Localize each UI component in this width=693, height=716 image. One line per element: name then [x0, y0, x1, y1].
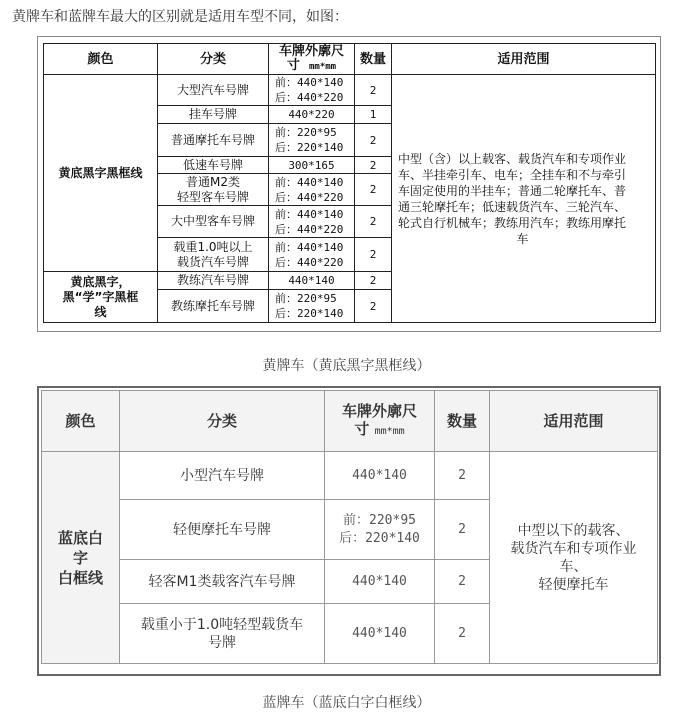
category-cell: 轻便摩托车号牌: [120, 500, 325, 560]
count-cell: 2: [355, 174, 392, 206]
count-cell: 1: [355, 106, 392, 124]
size-cell: 440*140: [269, 272, 355, 290]
size-cell: 前：220*95 后：220*140: [269, 124, 355, 157]
size-cell: 前：440*140 后：440*220: [269, 238, 355, 272]
header-row: [42, 391, 658, 452]
blue-table-caption: 蓝牌车（蓝底白字白框线）: [262, 695, 431, 711]
header-scope: 适用范围: [490, 391, 658, 452]
header-size-title: 车牌外廓尺: [278, 43, 344, 59]
size-cell: 440*140: [325, 452, 435, 500]
size-cell: 前：220*95 后：220*140: [269, 290, 355, 323]
table-row: [42, 452, 658, 500]
category-cell: 低速车号牌: [158, 157, 269, 174]
header-count: 数量: [355, 44, 392, 75]
table-row: [44, 75, 656, 106]
yellow-table-caption: 黄牌车（黄底黑字黑框线）: [262, 358, 431, 374]
category-cell: 轻客M1类载客汽车号牌: [120, 560, 325, 604]
category-cell: 大中型客车号牌: [158, 206, 269, 238]
size-cell: 前：220*95 后：220*140: [325, 500, 435, 560]
count-cell: 2: [355, 157, 392, 174]
header-count: 数量: [435, 391, 490, 452]
header-category: 分类: [120, 391, 325, 452]
scope-cell: 中型（含）以上载客、载货汽车和专项作业 车、半挂牵引车、电车；全挂车和不与牵引 车固定使用的半挂车；普通二轮摩托车、普 通三轮摩托车；低速载货汽车、三轮汽车、 轮式自行机械车；教练用汽车；教练用摩托 车: [392, 75, 656, 323]
size-cell: 前：440*140 后：440*220: [269, 174, 355, 206]
category-cell: 载重1.0吨以上 载货汽车号牌: [158, 238, 269, 272]
header-size: [325, 391, 435, 452]
header-row: [44, 44, 656, 75]
category-cell: 教练汽车号牌: [158, 272, 269, 290]
category-cell: 载重小于1.0吨轻型载货车 号牌: [120, 604, 325, 664]
header-color: 颜色: [42, 391, 120, 452]
count-cell: 2: [355, 75, 392, 106]
size-cell: 440*140: [325, 604, 435, 664]
count-cell: 2: [355, 272, 392, 290]
count-cell: 2: [355, 206, 392, 238]
color-cell: 蓝底白 字 白框线: [42, 452, 120, 664]
size-cell: 440*140: [325, 560, 435, 604]
category-cell: 普通M2类 轻型客车号牌: [158, 174, 269, 206]
category-cell: 大型汽车号牌: [158, 75, 269, 106]
color-group-cell: 黄底黑字黑框线: [44, 75, 158, 272]
header-color: 颜色: [44, 44, 158, 75]
category-cell: 小型汽车号牌: [120, 452, 325, 500]
scope-cell: 中型以下的载客、 载货汽车和专项作业 车、 轻便摩托车: [490, 452, 658, 664]
header-size-unit-line: 寸 mm*mm: [354, 419, 405, 438]
size-cell: 前：440*140 后：440*220: [269, 206, 355, 238]
size-cell: 440*220: [269, 106, 355, 124]
header-size: [269, 44, 355, 75]
count-cell: 2: [435, 500, 490, 560]
category-cell: 挂车号牌: [158, 106, 269, 124]
count-cell: 2: [435, 452, 490, 500]
size-cell: 前：440*140 后：440*220: [269, 75, 355, 106]
blue-plate-table: [41, 390, 658, 664]
yellow-plate-table: [43, 43, 656, 323]
category-cell: 普通摩托车号牌: [158, 124, 269, 157]
color-group-cell: 黄底黑字， 黑“学”字黑框 线: [44, 272, 158, 323]
count-cell: 2: [355, 238, 392, 272]
intro-text: 黄牌车和蓝牌车最大的区别就是适用车型不同，如图：: [12, 9, 348, 25]
header-category: 分类: [158, 44, 269, 75]
count-cell: 2: [355, 290, 392, 323]
count-cell: 2: [435, 560, 490, 604]
size-cell: 300*165: [269, 157, 355, 174]
header-size-title: 车牌外廓尺: [341, 401, 417, 420]
header-size-unit-line: 寸 mm*mm: [286, 57, 337, 73]
count-cell: 2: [355, 124, 392, 157]
category-cell: 教练摩托车号牌: [158, 290, 269, 323]
header-scope: 适用范围: [392, 44, 656, 75]
count-cell: 2: [435, 604, 490, 664]
